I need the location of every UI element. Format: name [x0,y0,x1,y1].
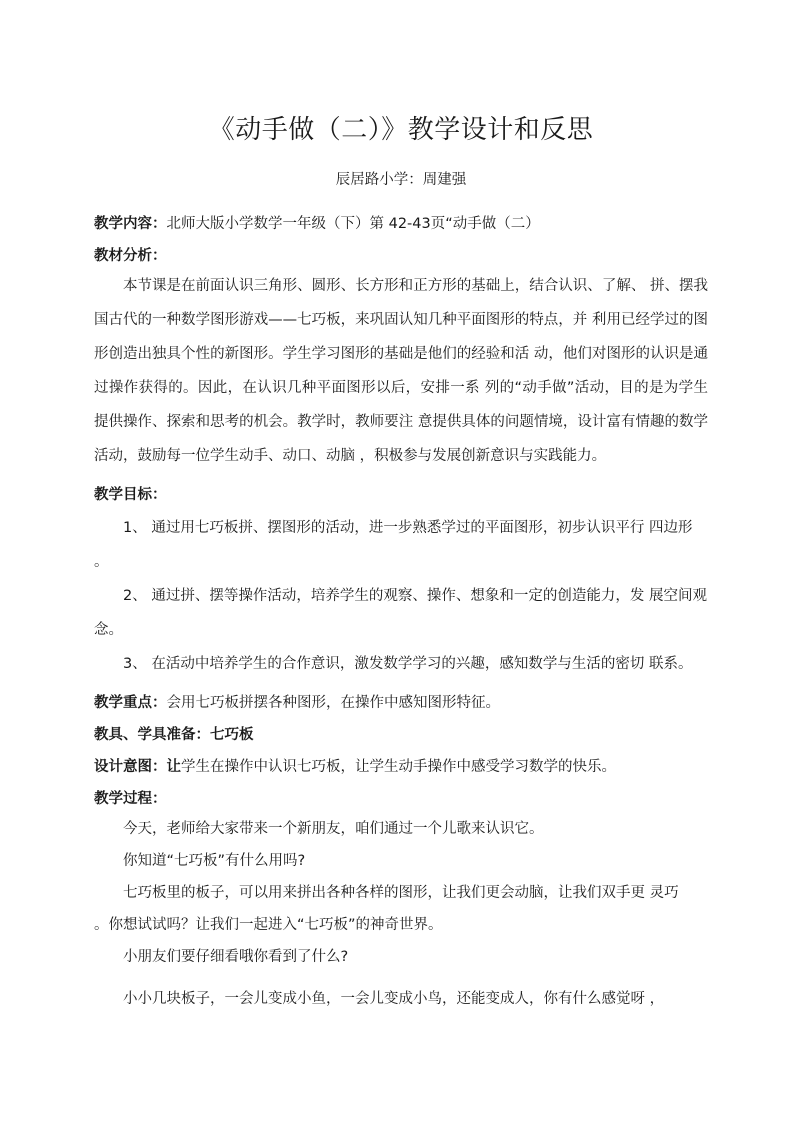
goal-item-2: 2、 通过拼、摆等操作活动，培养学生的观察、操作、想象和一定的创造能力，发 展空间观念。 [94,588,707,638]
author-line: 辰居路小学：周建强 [335,172,467,188]
teaching-content-label: 教学内容： [94,216,167,232]
goals-heading: 教学目标： [94,487,167,503]
teaching-content-text: 北师大版小学数学一年级（下）第 42-43页“动手做（二） [166,216,540,232]
design-intent-lead: 让 [166,759,181,775]
process-line-3-cont: 。你想试试吗？让我们一起进入“七巧板”的神奇世界。 [94,917,443,933]
design-intent-label: 设计意图： [94,759,167,775]
goal-item-1-overflow: 。 [94,554,109,570]
analysis-heading: 教材分析： [94,248,167,264]
process-line-1: 今天，老师给大家带来一个新朋友，咱们通过一个儿歌来认识它。 [123,821,544,837]
key-point-text: 会用七巧板拼摆各种图形，在操作中感知图形特征。 [166,695,500,711]
analysis-paragraph: 本节课是在前面认识三角形、圆形、长方形和正方形的基础上，结合认识、了解、 拼、摆我国古代的一种数学图形游戏——七巧板，来巩固认知几种平面图形的特点，并 利用已经学过的图形创造出独具个性的新图形。学生学习图形的基础是他们的经验和活 动，他们对图形的认识是通过操作获得的。因此，在认识几种平面图形以后，安排一系 列的“动手做”活动，目的是为学生提供操作、探索和思考的机会。教学时，教师要注 意提供具体的问题情境，设计富有情趣的数学活动，鼓励每一位学生动手、动口、动脑 ，积极参与发展创新意识与实践能力。 [94,278,708,464]
process-line-3 [94,877,708,941]
design-intent [94,757,708,777]
tools-label: 教具、学具准备： [94,727,210,743]
process-line-2: 你知道“七巧板”有什么用吗? [123,853,306,869]
process-line-5: 小小几块板子，一会儿变成小鱼，一会儿变成小鸟，还能变成人，你有什么感觉呀 ， [123,991,665,1007]
goal-item-3: 3、 在活动中培养学生的合作意识，激发数学学习的兴趣，感知数学与生活的密切 联系。 [123,656,693,672]
document-title: 《动手做（二）》教学设计和反思 [208,115,594,145]
process-heading: 教学过程： [94,791,167,807]
goal-item-1 [94,511,708,579]
teaching-content [94,214,708,234]
tools-line [94,725,708,745]
goal-item-1-text: 1、 通过用七巧板拼、摆图形的活动，进一步熟悉学过的平面图形，初步认识平行 四边形 [123,520,693,536]
tools-text: 七巧板 [210,727,254,743]
key-point [94,693,708,713]
key-point-label: 教学重点： [94,695,167,711]
process-line-3-text: 七巧板里的板子，可以用来拼出各种各样的图形，让我们更会动脑，让我们双手更 灵巧 [123,885,679,901]
process-line-4: 小朋友们要仔细看哦你看到了什么? [123,949,349,965]
design-intent-text: 学生在操作中认识七巧板，让学生动手操作中感受学习数学的快乐。 [181,759,616,775]
